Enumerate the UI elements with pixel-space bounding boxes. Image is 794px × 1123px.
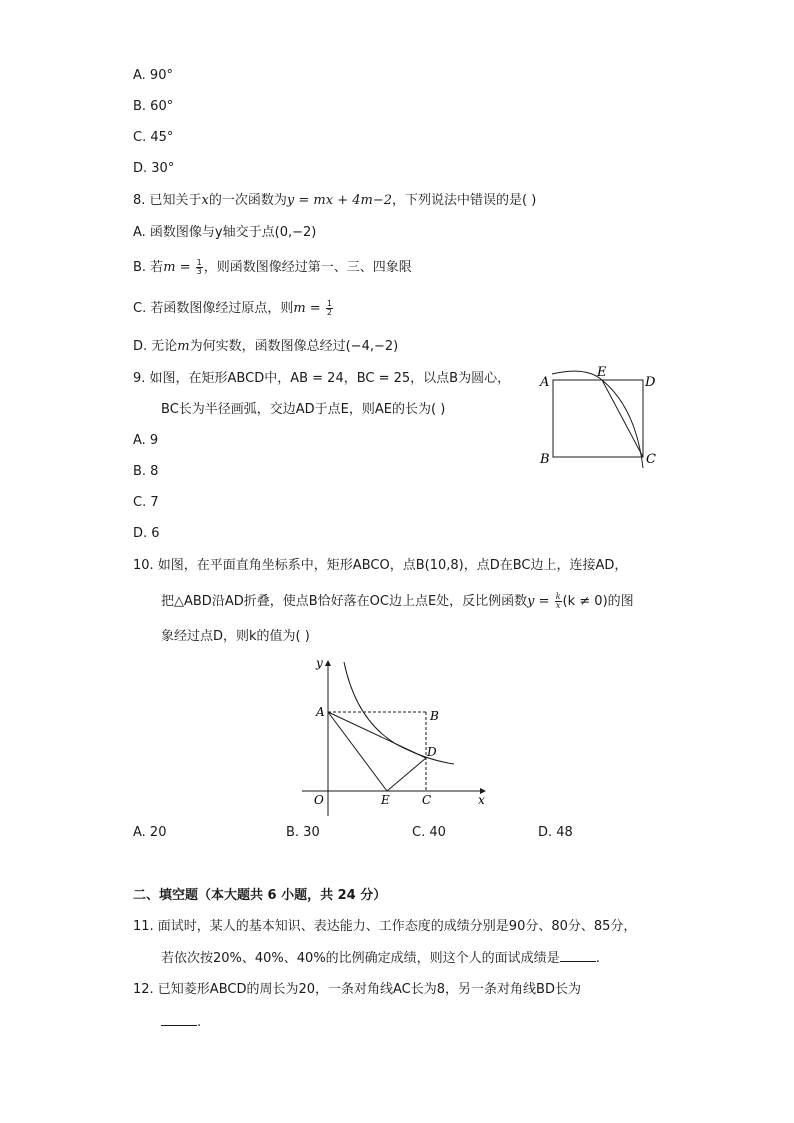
q8-optb-num: 1 — [196, 258, 202, 267]
q12-line1: 12. 已知菱形ABCD的周长为20，一条对角线AC长为8，另一条对角线BD长为 — [133, 982, 581, 997]
q9-label-b: B — [540, 452, 550, 467]
q8-optb-a: B. 若 — [133, 260, 164, 275]
q8-option-b — [133, 259, 412, 277]
q10-stem2-den: x — [555, 601, 561, 610]
q8-optb-fraction — [196, 259, 203, 276]
q10-y-arrow — [325, 660, 331, 666]
q7-option-b: B. 60° — [133, 99, 174, 114]
q9-label-d: D — [645, 375, 656, 390]
q10-stem2-b: (k ≠ 0)的图 — [562, 594, 634, 609]
q9-stem-line2: BC长为半径画弧，交边AD于点E，则AE的长为( ) — [161, 402, 446, 417]
q9-label-a: A — [540, 375, 550, 390]
q10-figure — [296, 650, 496, 822]
q7-option-d: D. 30° — [133, 161, 175, 176]
q10-label-d: D — [427, 745, 437, 759]
q8-optc-a: C. 若函数图像经过原点，则 — [133, 301, 294, 316]
q10-stem2-y: y = — [527, 594, 554, 609]
q8-optb-den: 3 — [196, 267, 202, 276]
q8-optb-m: m = — [163, 260, 195, 275]
q10-segment-ed — [387, 758, 426, 791]
q9-rectangle — [553, 380, 643, 457]
q10-label-o: O — [314, 793, 324, 807]
q10-stem2-a: 把△ABD沿AD折叠，使点B恰好落在OC边上点E处，反比例函数 — [161, 594, 528, 609]
q10-segment-ae — [328, 712, 387, 791]
q7-option-a: A. 90° — [133, 68, 173, 83]
q9-option-a: A. 9 — [133, 433, 159, 448]
q8-optd-b: 为何实数，函数图像总经过(−4,−2) — [189, 339, 399, 354]
q11-answer-blank — [560, 949, 596, 962]
q8-optd-a: D. 无论 — [133, 339, 178, 354]
q8-option-d — [133, 338, 398, 356]
q10-option-d: D. 48 — [538, 825, 573, 840]
q10-option-b: B. 30 — [286, 825, 320, 840]
q11-end: . — [595, 951, 600, 966]
q9-option-c: C. 7 — [133, 495, 159, 510]
q8-var-x: x — [201, 193, 209, 208]
section2-title: 二、填空题（本大题共 6 小题，共 24 分） — [133, 888, 387, 903]
q10-stem-line2 — [161, 593, 634, 611]
q9-figure — [536, 362, 662, 474]
q8-equation: y = mx + 4m−2 — [286, 193, 392, 208]
q10-stem-line3: 象经过点D，则k的值为( ) — [161, 629, 310, 644]
q8-stem — [133, 192, 536, 210]
q11-line1: 11. 面试时，某人的基本知识、表达能力、工作态度的成绩分别是90分、80分、85分， — [133, 919, 637, 934]
q9-label-c: C — [646, 452, 656, 467]
q7-option-c: C. 45° — [133, 130, 174, 145]
q10-stem-line1: 10. 如图，在平面直角坐标系中，矩形ABCO，点B(10,8)，点D在BC边上，连接AD， — [133, 558, 628, 573]
q8-stem-c: ，下列说法中错误的是( ) — [392, 193, 537, 208]
q11-line2 — [161, 949, 600, 968]
q8-optd-m: m — [177, 339, 190, 354]
q9-label-e: E — [597, 365, 607, 380]
q10-label-c: C — [422, 793, 432, 807]
q8-option-c — [133, 300, 334, 318]
q9-arc — [552, 371, 643, 468]
q10-option-c: C. 40 — [412, 825, 446, 840]
q8-option-a: A. 函数图像与y轴交于点(0,−2) — [133, 225, 317, 240]
q9-stem-line1: 9. 如图，在矩形ABCD中，AB = 24，BC = 25，以点B为圆心， — [133, 371, 511, 386]
q8-optc-m: m = — [293, 301, 325, 316]
q10-label-a: A — [316, 705, 325, 719]
q10-stem2-fraction — [555, 593, 562, 610]
q9-segment-ec — [602, 380, 643, 457]
q8-optc-den: 2 — [326, 308, 332, 317]
q10-label-b: B — [430, 709, 439, 723]
q9-option-b: B. 8 — [133, 464, 159, 479]
q9-option-d: D. 6 — [133, 526, 160, 541]
q11-line2-text: 若依次按20%、40%、40%的比例确定成绩，则这个人的面试成绩是 — [161, 951, 560, 966]
q8-optc-num: 1 — [326, 299, 332, 308]
q10-stem2-num: k — [555, 592, 561, 601]
q8-stem-a: 8. 已知关于 — [133, 193, 202, 208]
q12-answer-blank — [161, 1013, 197, 1026]
q8-optb-b: ，则函数图像经过第一、三、四象限 — [203, 260, 412, 275]
q10-label-x: x — [478, 793, 485, 807]
q8-optc-fraction — [326, 300, 333, 317]
q10-label-e: E — [381, 793, 390, 807]
q8-stem-b: 的一次函数为 — [208, 193, 287, 208]
q10-option-a: A. 20 — [133, 825, 167, 840]
q12-line2 — [161, 1013, 201, 1032]
q10-label-y: y — [316, 656, 323, 670]
q12-end: . — [197, 1015, 202, 1030]
